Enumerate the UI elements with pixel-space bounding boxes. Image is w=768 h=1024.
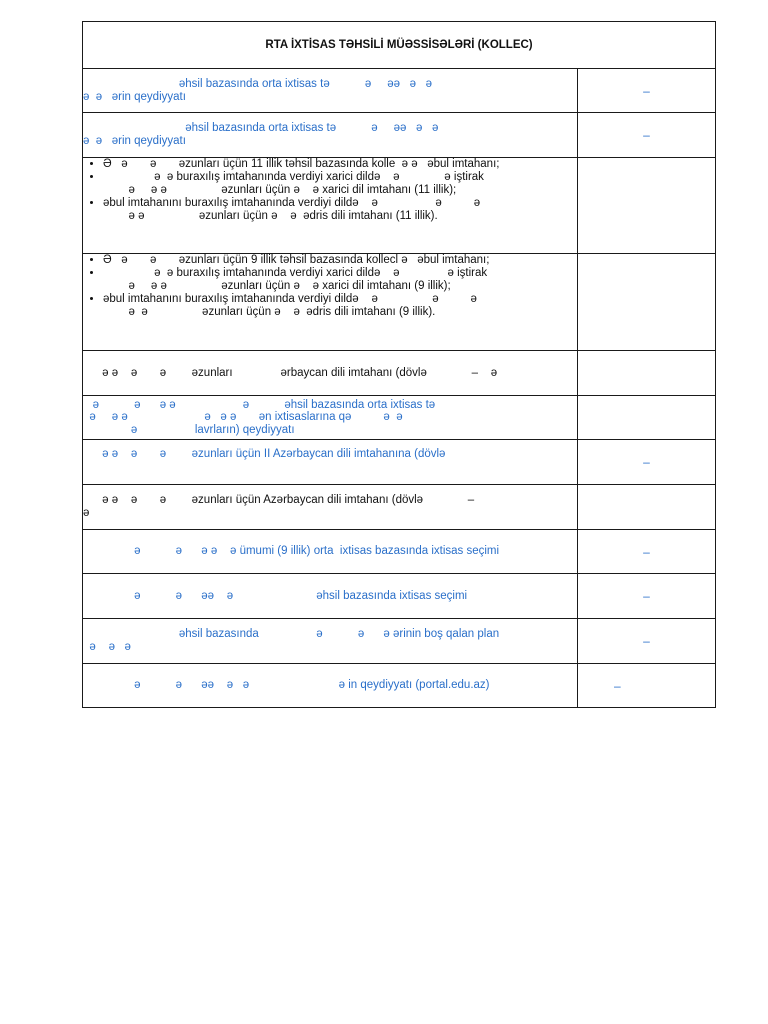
- row-description: [83, 440, 578, 485]
- row-text-line: ə ə ərin qeydiyyatı: [83, 135, 186, 147]
- row-text-line: əhsil bazasında orta ixtisas tə ə əə ə ə: [83, 77, 432, 90]
- bullet-item: • ə ə buraxılış imtahanında verdiyi xarici dildə ə ə iştirak ə ə ə əzunları üçün ə ə xarici dil imtahanı (9 illik);: [103, 267, 577, 293]
- row-text-line: ə ə ə ə ə əhsil bazasında orta ixtisas tə: [83, 398, 436, 411]
- row-date: –: [578, 664, 716, 708]
- bullet-item: • əbul imtahanını buraxılış imtahanında verdiyi dildə ə ə ə ə ə əzunları üçün ə ə ədris dili imtahanı (9 illik).: [103, 293, 577, 319]
- row-description: [83, 619, 578, 664]
- row-date: [578, 254, 716, 351]
- row-date: [578, 351, 716, 396]
- row-date: –: [578, 619, 716, 664]
- row-description: [83, 158, 578, 254]
- row-description: [83, 254, 578, 351]
- bullet-item: • Ə ə ə əzunları üçün 11 illik təhsil bazasında kolle ə ə əbul imtahanı;: [103, 158, 577, 171]
- row-text-line: əhsil bazasında orta ixtisas tə ə əə ə ə: [83, 122, 439, 134]
- table-row: [83, 158, 716, 254]
- row-text-line: ə ə ə ə əzunları üçün Azərbaycan dili imtahanı (dövlə –: [83, 494, 475, 506]
- table-title: RTA İXTİSAS TƏHSİLİ MÜƏSSİSƏLƏRİ (KOLLEC): [83, 22, 716, 69]
- schedule-table: [82, 21, 716, 708]
- table-title-row: [83, 22, 716, 69]
- row-date: –: [578, 530, 716, 574]
- row-description: [83, 351, 578, 396]
- row-text-line: ə ə ə ə ə ümumi (9 illik) orta ixtisas bazasında ixtisas seçimi: [83, 545, 500, 557]
- row-text-line: ə ə ə ə əzunları ərbaycan dili imtahanı (dövlə – ə: [83, 366, 498, 379]
- row-date: [578, 396, 716, 440]
- row-description: [83, 113, 578, 158]
- table-row: [83, 440, 716, 485]
- table-row: [83, 485, 716, 530]
- row-date: –: [578, 574, 716, 619]
- row-description: [83, 664, 578, 708]
- row-description: [83, 396, 578, 440]
- row-text-line: ə ə ə: [83, 641, 131, 653]
- row-description: [83, 485, 578, 530]
- row-text-line: ə lavrların) qeydiyyatı: [83, 423, 295, 436]
- table-row: [83, 113, 716, 158]
- table-row: [83, 69, 716, 113]
- table-row: [83, 254, 716, 351]
- row-text-line: ə ə əə ə əhsil bazasında ixtisas seçimi: [83, 589, 468, 602]
- row-date: –: [578, 69, 716, 113]
- table-row: [83, 530, 716, 574]
- row-date: [578, 158, 716, 254]
- row-text-line: ə ə ə ə əzunları üçün II Azərbaycan dili imtahanına (dövlə: [83, 448, 446, 460]
- row-description: [83, 530, 578, 574]
- row-text-line: ə ə əə ə ə ə in qeydiyyatı (portal.edu.az): [83, 679, 490, 691]
- table-row: [83, 664, 716, 708]
- row-description: [83, 574, 578, 619]
- bullet-item: • ə ə buraxılış imtahanında verdiyi xarici dildə ə ə iştirak ə ə ə əzunları üçün ə ə xarici dil imtahanı (11 illik);: [103, 171, 577, 197]
- table-row: [83, 619, 716, 664]
- table-row: [83, 396, 716, 440]
- row-text-line: ə: [83, 507, 90, 519]
- bullet-list: [83, 158, 577, 223]
- bullet-item: • əbul imtahanını buraxılış imtahanında verdiyi dildə ə ə ə ə ə əzunları üçün ə ə ədris dili imtahanı (11 illik).: [103, 197, 577, 223]
- row-date: –: [578, 440, 716, 485]
- table-row: [83, 351, 716, 396]
- table-row: [83, 574, 716, 619]
- bullet-list: [83, 254, 577, 319]
- row-text-line: ə ə ə ə ə ə ən ixtisaslarına qə ə ə: [83, 411, 403, 424]
- row-description: [83, 69, 578, 113]
- row-date: [578, 485, 716, 530]
- bullet-item: • Ə ə ə əzunları üçün 9 illik təhsil bazasında kollecl ə əbul imtahanı;: [103, 254, 577, 267]
- row-date: –: [578, 113, 716, 158]
- row-text-line: ə ə ərin qeydiyyatı: [83, 90, 186, 103]
- row-text-line: əhsil bazasında ə ə ə ərinin boş qalan plan: [83, 628, 500, 640]
